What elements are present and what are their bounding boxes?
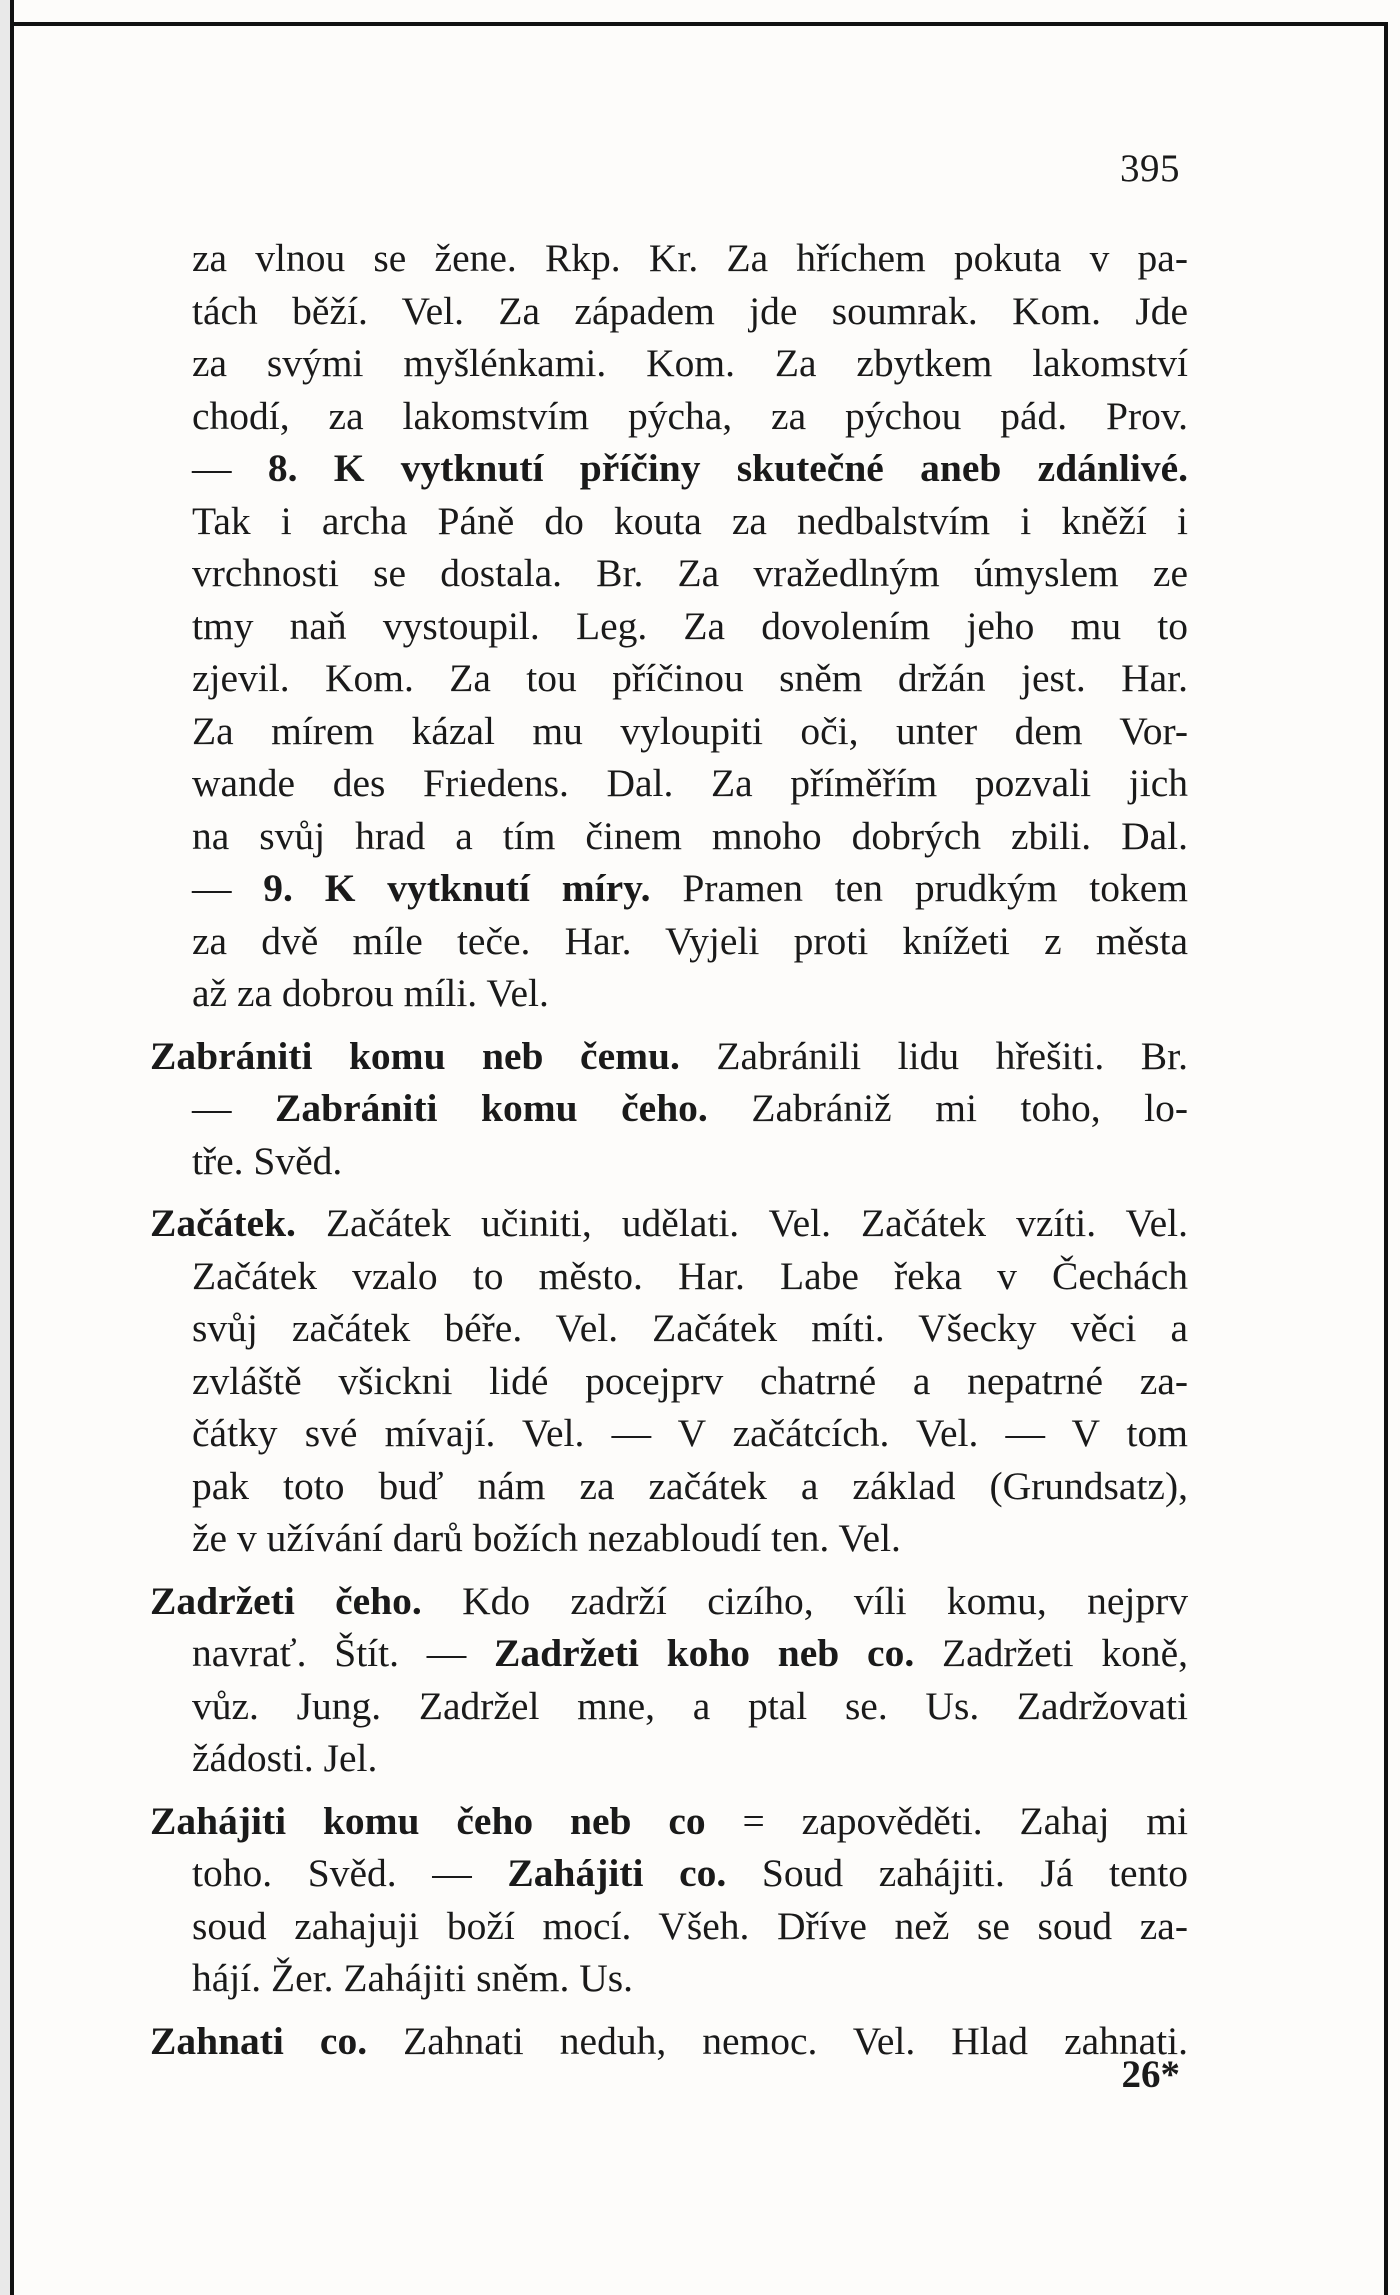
entry-text: — — [192, 866, 264, 910]
entry-headword: Zahájiti komu čeho neb co — [150, 1798, 706, 1843]
text-line — [150, 1197, 1188, 1250]
entry-headword: 9. K vytknutí míry. — [263, 866, 651, 910]
entry-text: — — [192, 446, 268, 490]
entry-text: za svými myšlénkami. Kom. Za zbytkem lakomství — [192, 341, 1188, 385]
entry-text: Za mírem kázal mu vyloupiti oči, unter dem Vor- — [192, 708, 1188, 753]
entry-text: chodí, za lakomstvím pýcha, za pýchou pád. Prov. — [192, 393, 1188, 438]
entry-text: zvláště všickni lidé pocejprv chatrné a nepatrné za- — [192, 1358, 1188, 1403]
entry-text: toho. Svěd. — — [192, 1851, 508, 1895]
text-line — [150, 1407, 1188, 1460]
text-line — [150, 1302, 1188, 1355]
entry-text: svůj začátek béře. Vel. Začátek míti. Všecky věci a — [192, 1306, 1188, 1350]
text-line — [150, 967, 1188, 1020]
text-line — [150, 1082, 1188, 1135]
entry-text: Pramen ten prudkým tokem — [650, 866, 1188, 910]
entry-text: soud zahajuji boží mocí. Všeh. Dříve než se soud za- — [192, 1903, 1188, 1948]
text-line — [150, 1952, 1188, 2005]
text-line — [150, 915, 1188, 968]
entry-text: wande des Friedens. Dal. Za příměřím pozvali jich — [192, 761, 1188, 805]
text-line — [150, 705, 1188, 758]
entry-text: že v užívání darů božích nezabloudí ten. Vel. — [192, 1516, 901, 1560]
text-line — [150, 1732, 1188, 1785]
entry-text: Začátek učiniti, udělati. Vel. Začátek vzíti. Vel. — [295, 1201, 1188, 1245]
entry-text: — — [192, 1086, 276, 1130]
entry-text: hájí. Žer. Zahájiti sněm. Us. — [192, 1956, 633, 2000]
entry-text: navrať. Štít. — — [192, 1631, 495, 1675]
entry-text: Zadržeti koně, — [914, 1631, 1188, 1675]
text-line — [150, 862, 1188, 915]
text-line — [150, 442, 1188, 495]
text-line — [150, 495, 1188, 548]
entry-text: zjevil. Kom. Za tou příčinou sněm držán jest. Har. — [192, 656, 1188, 700]
right-frame-rule — [1384, 22, 1388, 2295]
text-line — [150, 1030, 1188, 1083]
entry-text: za dvě míle teče. Har. Vyjeli proti knížeti z města — [192, 918, 1188, 963]
entry-headword: Zabrániti komu neb čemu. — [150, 1033, 680, 1078]
text-line — [150, 810, 1188, 863]
entry-text: pak toto buď nám za začátek a základ (Grundsatz), — [192, 1463, 1188, 1508]
text-line — [150, 600, 1188, 653]
text-line — [150, 1795, 1188, 1848]
entry-headword: Zahájiti co. — [507, 1851, 727, 1895]
entry-text: Tak i archa Páně do kouta za nedbalstvím i kněží i — [192, 498, 1188, 543]
entry-text: = zapověděti. Zahaj mi — [705, 1798, 1188, 1843]
text-line — [150, 1575, 1188, 1628]
entry-text: Zabránili lidu hřešiti. Br. — [679, 1033, 1188, 1078]
text-line — [150, 1355, 1188, 1408]
text-line — [150, 1847, 1188, 1900]
entry-headword: 8. K vytknutí příčiny skutečné aneb zdánlivé. — [267, 446, 1188, 490]
entry-headword: Zahnati co. — [150, 2018, 368, 2063]
text-line — [150, 1680, 1188, 1733]
text-line — [150, 1512, 1188, 1565]
entry-text: tmy naň vystoupil. Leg. Za dovolením jeho mu to — [192, 603, 1188, 648]
entry-text: Kdo zadrží cizího, víli komu, nejprv — [421, 1578, 1188, 1623]
text-line — [150, 285, 1188, 338]
entry-headword: Začátek. — [150, 1201, 296, 1245]
text-line — [150, 652, 1188, 705]
entry-headword: Zadržeti čeho. — [150, 1578, 422, 1623]
entry-text: Soud zahájiti. Já tento — [726, 1851, 1188, 1895]
text-line — [150, 1460, 1188, 1513]
left-frame-rule — [10, 0, 14, 2295]
text-line — [150, 337, 1188, 390]
entry-text: Začátek vzalo to město. Har. Labe řeka v Čechách — [192, 1253, 1188, 1298]
page-number: 395 — [1120, 147, 1180, 190]
entry-text: za vlnou se žene. Rkp. Kr. Za hříchem pokuta v pa- — [192, 236, 1188, 280]
entry-text: žádosti. Jel. — [192, 1736, 378, 1780]
entry-text: až za dobrou míli. Vel. — [192, 971, 549, 1015]
entry-headword: Zadržeti koho neb co. — [494, 1631, 915, 1675]
entry-headword: Zabrániti komu čeho. — [275, 1086, 708, 1130]
entry-text: vrchnosti se dostala. Br. Za vražedlným úmyslem ze — [192, 551, 1188, 595]
entry-text: tře. Svěd. — [192, 1138, 343, 1183]
text-line — [150, 232, 1188, 285]
entry-text: tách běží. Vel. Za západem jde soumrak. Kom. Jde — [192, 288, 1188, 333]
text-line — [150, 757, 1188, 810]
entry-text: čátky své mívají. Vel. — V začátcích. Vel. — V tom — [192, 1411, 1188, 1455]
text-line — [150, 547, 1188, 600]
text-line — [150, 1135, 1188, 1188]
page-edge — [0, 0, 10, 2295]
entry-text: na svůj hrad a tím činem mnoho dobrých zbili. Dal. — [192, 813, 1188, 858]
text-line — [150, 1627, 1188, 1680]
top-frame-rule — [10, 22, 1388, 26]
printer-signature-mark: 26* — [1121, 2053, 1180, 2096]
entry-text: Zahnati neduh, nemoc. Vel. Hlad zahnati. — [367, 2018, 1188, 2063]
text-line — [150, 1900, 1188, 1953]
entry-text: Zabrániž mi toho, lo- — [707, 1086, 1188, 1130]
text-line — [150, 390, 1188, 443]
text-line — [150, 1250, 1188, 1303]
entry-text: vůz. Jung. Zadržel mne, a ptal se. Us. Zadržovati — [192, 1683, 1188, 1728]
dictionary-text — [150, 232, 1188, 2067]
